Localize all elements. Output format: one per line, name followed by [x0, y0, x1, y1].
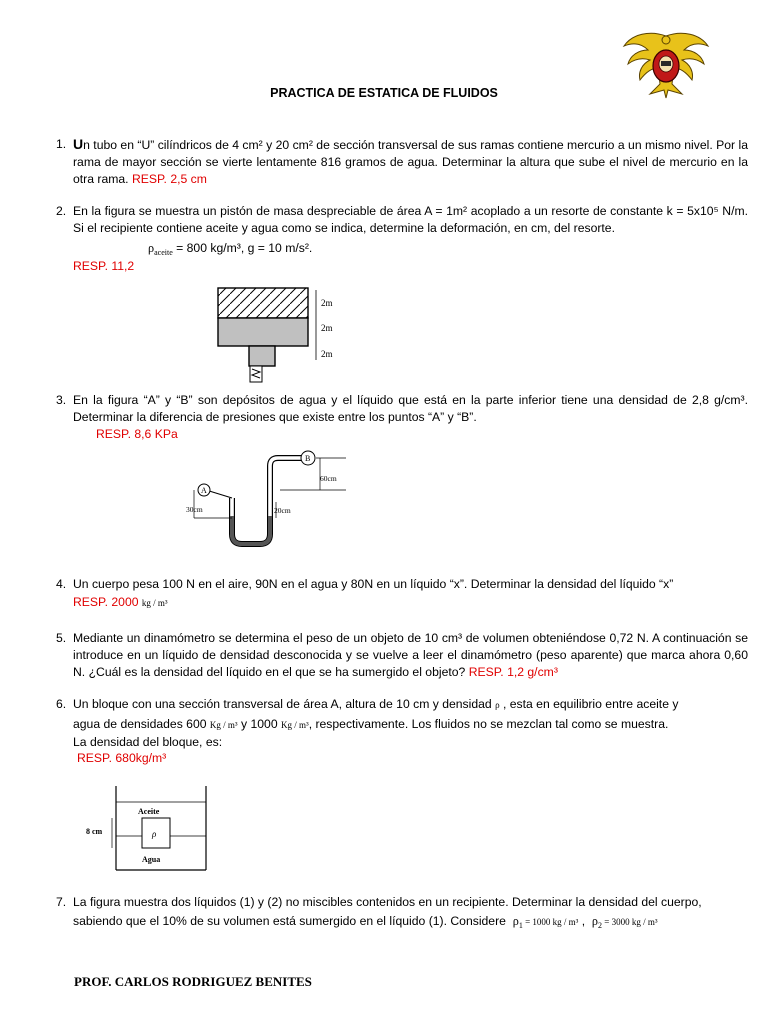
block-oil-water-diagram — [86, 784, 216, 874]
piston — [218, 288, 308, 318]
svg-text:B: B — [305, 454, 311, 463]
answer: RESP. 8,6 KPa — [96, 427, 178, 441]
u-tube-diagram — [180, 446, 350, 556]
page-title: PRACTICA DE ESTATICA DE FLUIDOS — [270, 86, 498, 100]
height-label: 2m — [321, 349, 333, 359]
oil-layer — [218, 318, 308, 346]
piston-tank-diagram — [210, 284, 360, 384]
question-text: Un bloque con una sección transversal de área A, altura de 10 cm y densidad ρ , esta en equilibrio entre aceite y agua de densidades 600 Kg / m³ y 1000 Kg / m³, respectivamente. Los fluidos no se mezclan tal como se muestra. La densidad del bloque, es: — [73, 697, 679, 749]
question-number: 2. — [56, 204, 67, 218]
question-text: Un cuerpo pesa 100 N en el aire, 90N en el agua y 80N en un líquido “x”. Determinar la densidad del líquido “x” — [73, 577, 674, 591]
question-text: La figura muestra dos líquidos (1) y (2) no miscibles contenidos en un recipiente. Determinar la densidad del cuerpo, sabiendo que el 10% de su volumen está sumergido en el líquido (1). Considere $\rho_1 = 1000$ kg / m³ , $\rho_2 = 3000$ kg / m³ — [73, 895, 702, 930]
svg-text:A: A — [201, 486, 207, 495]
question-6 — [56, 696, 748, 756]
svg-text:60cm: 60cm — [320, 474, 337, 483]
answer: RESP. 2000 kg / m³ — [73, 595, 168, 609]
water-column — [249, 346, 275, 366]
question-text: En la figura “A” y “B” son depósitos de agua y el líquido que está en la parte inferior tiene una densidad de 2,8 g/cm³. Determinar la diferencia de presiones que existe entre los puntos “A” y “B”. — [73, 393, 748, 424]
question-text: Un tubo en “U” cilíndricos de 4 cm² y 20 cm² de sección transversal de sus ramas contiene mercurio a un mismo nivel. Por la rama de mayor sección se vierte lentamente 816 gramos de agua. Determinar la altura que sube el nivel de mercurio en la otra rama. RESP. 2,5 cm — [73, 136, 748, 186]
question-3 — [56, 392, 748, 428]
answer: RESP. 1,2 g/cm³ — [468, 665, 558, 679]
question-7 — [56, 894, 748, 934]
height-label: 2m — [321, 323, 333, 333]
question-number: 7. — [56, 895, 67, 909]
answer: RESP. 2,5 cm — [131, 172, 207, 186]
svg-text:20cm: 20cm — [274, 506, 291, 515]
given-values: $\rho_{aceite} = 800$ kg/m³, g = 10 m/s². — [148, 241, 313, 257]
question-number: 3. — [56, 393, 67, 407]
question-number: 4. — [56, 577, 67, 591]
question-number: 5. — [56, 631, 67, 645]
footer-author: PROF. CARLOS RODRIGUEZ BENITES — [74, 974, 312, 989]
answer: RESP. 680kg/m³ — [77, 751, 167, 765]
question-number: 1. — [56, 137, 67, 151]
height-label: 2m — [321, 298, 333, 308]
answer: RESP. 11,2 — [73, 259, 135, 273]
svg-text:ρ: ρ — [152, 829, 157, 839]
question-4 — [56, 576, 748, 596]
svg-text:Agua: Agua — [142, 855, 161, 864]
svg-text:30cm: 30cm — [186, 505, 203, 514]
question-text: Mediante un dinamómetro se determina el peso de un objeto de 10 cm³ de volumen obteniéndose 0,72 N. A continuación se introduce en un líquido de densidad desconocida y se vuelve a leer el dinamómetro (peso aparente) que marca ahora 0,60 N. ¿Cuál es la densidad del líquido en el que se ha sumergido el objeto? RESP. 1,2 g/cm³ — [73, 631, 748, 679]
question-5 — [56, 630, 748, 682]
question-text: En la figura se muestra un pistón de masa despreciable de área A = 1m² acoplado a un resorte de constante k = 5x10⁵ N/m. Si el recipiente contiene aceite y agua como se indica, determine la deformación, en cm, del resorte. — [73, 204, 748, 235]
svg-text:Aceite: Aceite — [138, 807, 160, 816]
question-number: 6. — [56, 697, 67, 711]
question-1 — [56, 136, 748, 188]
svg-text:8 cm: 8 cm — [86, 827, 103, 836]
